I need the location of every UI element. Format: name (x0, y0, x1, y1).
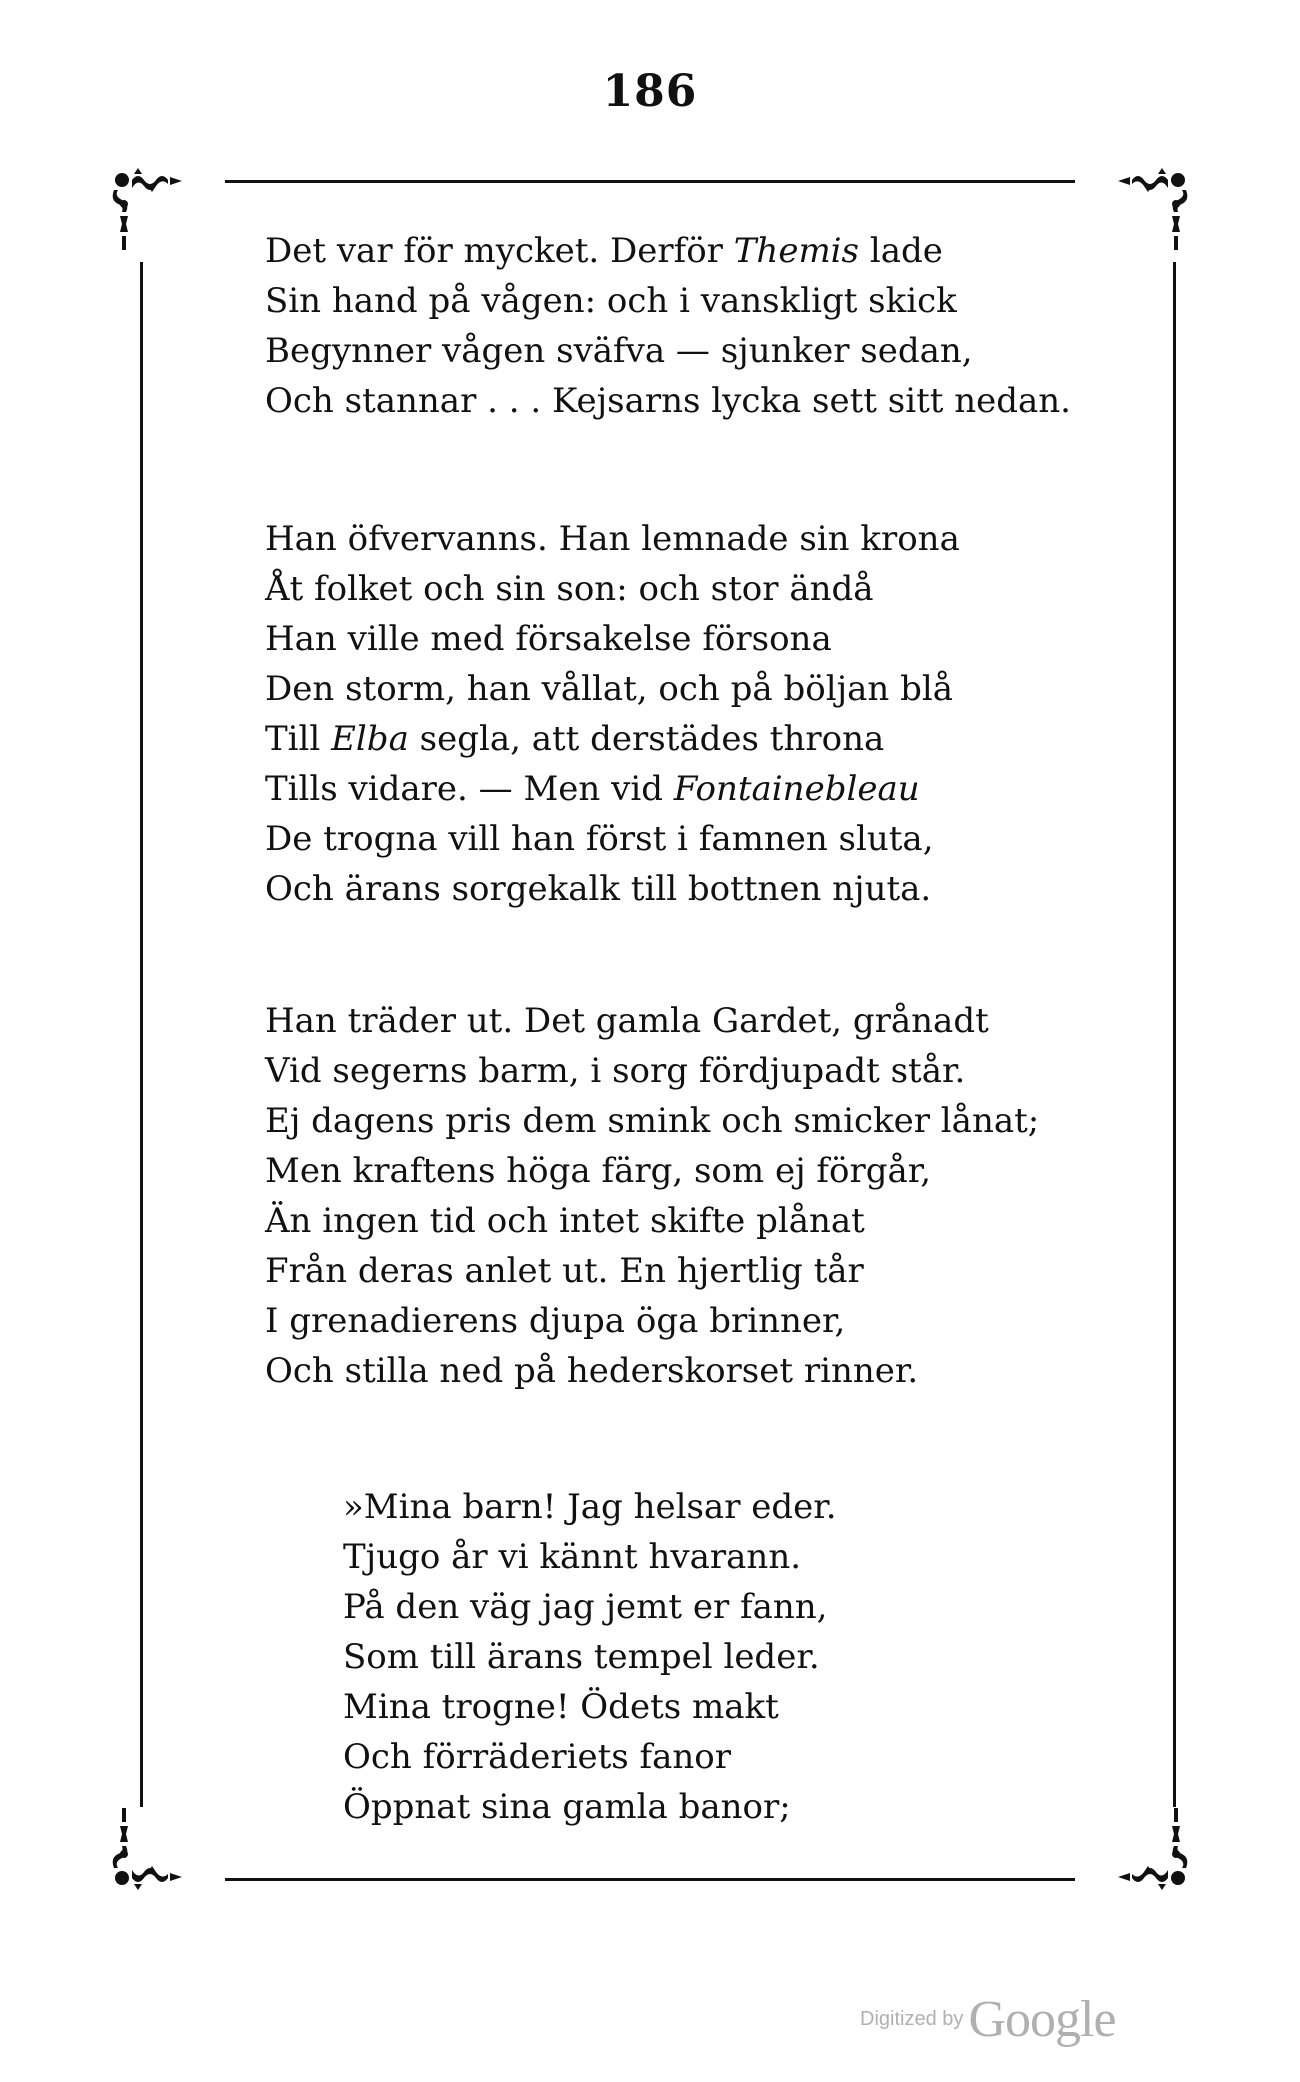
poem-line (265, 276, 1071, 326)
line-text: Ej dagens pris dem smink och smicker lånat; (265, 1101, 1040, 1141)
line-text: Han öfvervanns. Han lemnade sin krona (265, 519, 960, 559)
poem-line (343, 1632, 837, 1682)
line-text: Åt folket och sin son: och stor ändå (265, 569, 874, 609)
line-text: Tills vidare. — Men vid (265, 769, 674, 809)
line-text: Än ingen tid och intet skifte plånat (265, 1201, 865, 1241)
poem-line (265, 326, 1071, 376)
line-text: Sin hand på vågen: och i vanskligt skick (265, 281, 957, 321)
line-text: På den väg jag jemt er fann, (343, 1587, 828, 1627)
line-text: Och ärans sorgekalk till bottnen njuta. (265, 869, 932, 909)
italic-name: Themis (733, 231, 860, 271)
poem-line (265, 1346, 1039, 1396)
poem-line (265, 226, 1071, 276)
page-number: 186 (602, 66, 698, 117)
poem-line (265, 376, 1071, 426)
italic-name: Elba (331, 719, 409, 759)
poem-line (265, 864, 960, 914)
poem-line (265, 564, 960, 614)
poem-line (343, 1482, 837, 1532)
poem-line (265, 1196, 1039, 1246)
line-text: Och stannar . . . Kejsarns lycka sett sitt nedan. (265, 381, 1071, 421)
line-text: Tjugo år vi kännt hvarann. (343, 1537, 802, 1577)
google-wordmark: Google (968, 1991, 1116, 2048)
line-text: »Mina barn! Jag helsar eder. (343, 1487, 837, 1527)
poem-line (265, 664, 960, 714)
line-text: Begynner vågen sväfva — sjunker sedan, (265, 331, 973, 371)
line-text: Från deras anlet ut. En hjertlig tår (265, 1251, 864, 1291)
poem-line (265, 1046, 1039, 1096)
poem-line (265, 1246, 1039, 1296)
poem-line (265, 714, 960, 764)
line-text: lade (859, 231, 943, 271)
digitized-by-google-watermark (860, 1990, 1116, 2049)
line-text: Men kraftens höga färg, som ej förgår, (265, 1151, 932, 1191)
stanza (265, 226, 1071, 426)
line-text: segla, att derstädes throna (408, 719, 885, 759)
poem-line (343, 1782, 837, 1832)
stanza (265, 514, 960, 914)
line-text: De trogna vill han först i famnen sluta, (265, 819, 934, 859)
floral-corner-ornament-icon (1088, 1798, 1188, 1898)
line-text: Det var för mycket. Derför (265, 231, 734, 271)
floral-corner-ornament-icon (112, 1798, 212, 1898)
poem-line (265, 514, 960, 564)
poem-line (265, 764, 960, 814)
poem-line (265, 1146, 1039, 1196)
line-text: Öppnat sina gamla banor; (343, 1787, 791, 1827)
line-text: Till (265, 719, 332, 759)
line-text: Och förräderiets fanor (343, 1737, 731, 1777)
poem-line (343, 1682, 837, 1732)
line-text: Som till ärans tempel leder. (343, 1637, 820, 1677)
poem-line (265, 1096, 1039, 1146)
poem-line (265, 814, 960, 864)
frame-bottom-rule (225, 1878, 1075, 1881)
line-text: Den storm, han vållat, och på böljan blå (265, 669, 954, 709)
poem-line (265, 1296, 1039, 1346)
poem-line (343, 1582, 837, 1632)
italic-name: Fontainebleau (673, 769, 920, 809)
line-text: Vid segerns barm, i sorg fördjupadt står. (265, 1051, 966, 1091)
poem-line (343, 1532, 837, 1582)
frame-top-rule (225, 180, 1075, 183)
line-text: I grenadierens djupa öga brinner, (265, 1301, 846, 1341)
line-text: Han träder ut. Det gamla Gardet, grånadt (265, 1001, 989, 1041)
floral-corner-ornament-icon (112, 160, 212, 260)
watermark-prefix: Digitized by (860, 2008, 964, 2030)
line-text: Han ville med försakelse försona (265, 619, 832, 659)
line-text: Och stilla ned på hederskorset rinner. (265, 1351, 919, 1391)
stanza (265, 996, 1039, 1396)
frame-left-rule (140, 262, 143, 1807)
poem-line (265, 996, 1039, 1046)
line-text: Mina trogne! Ödets makt (343, 1687, 779, 1727)
poem-line (343, 1732, 837, 1782)
poem-line (265, 614, 960, 664)
floral-corner-ornament-icon (1088, 160, 1188, 260)
frame-right-rule (1173, 262, 1176, 1807)
stanza (343, 1482, 837, 1832)
